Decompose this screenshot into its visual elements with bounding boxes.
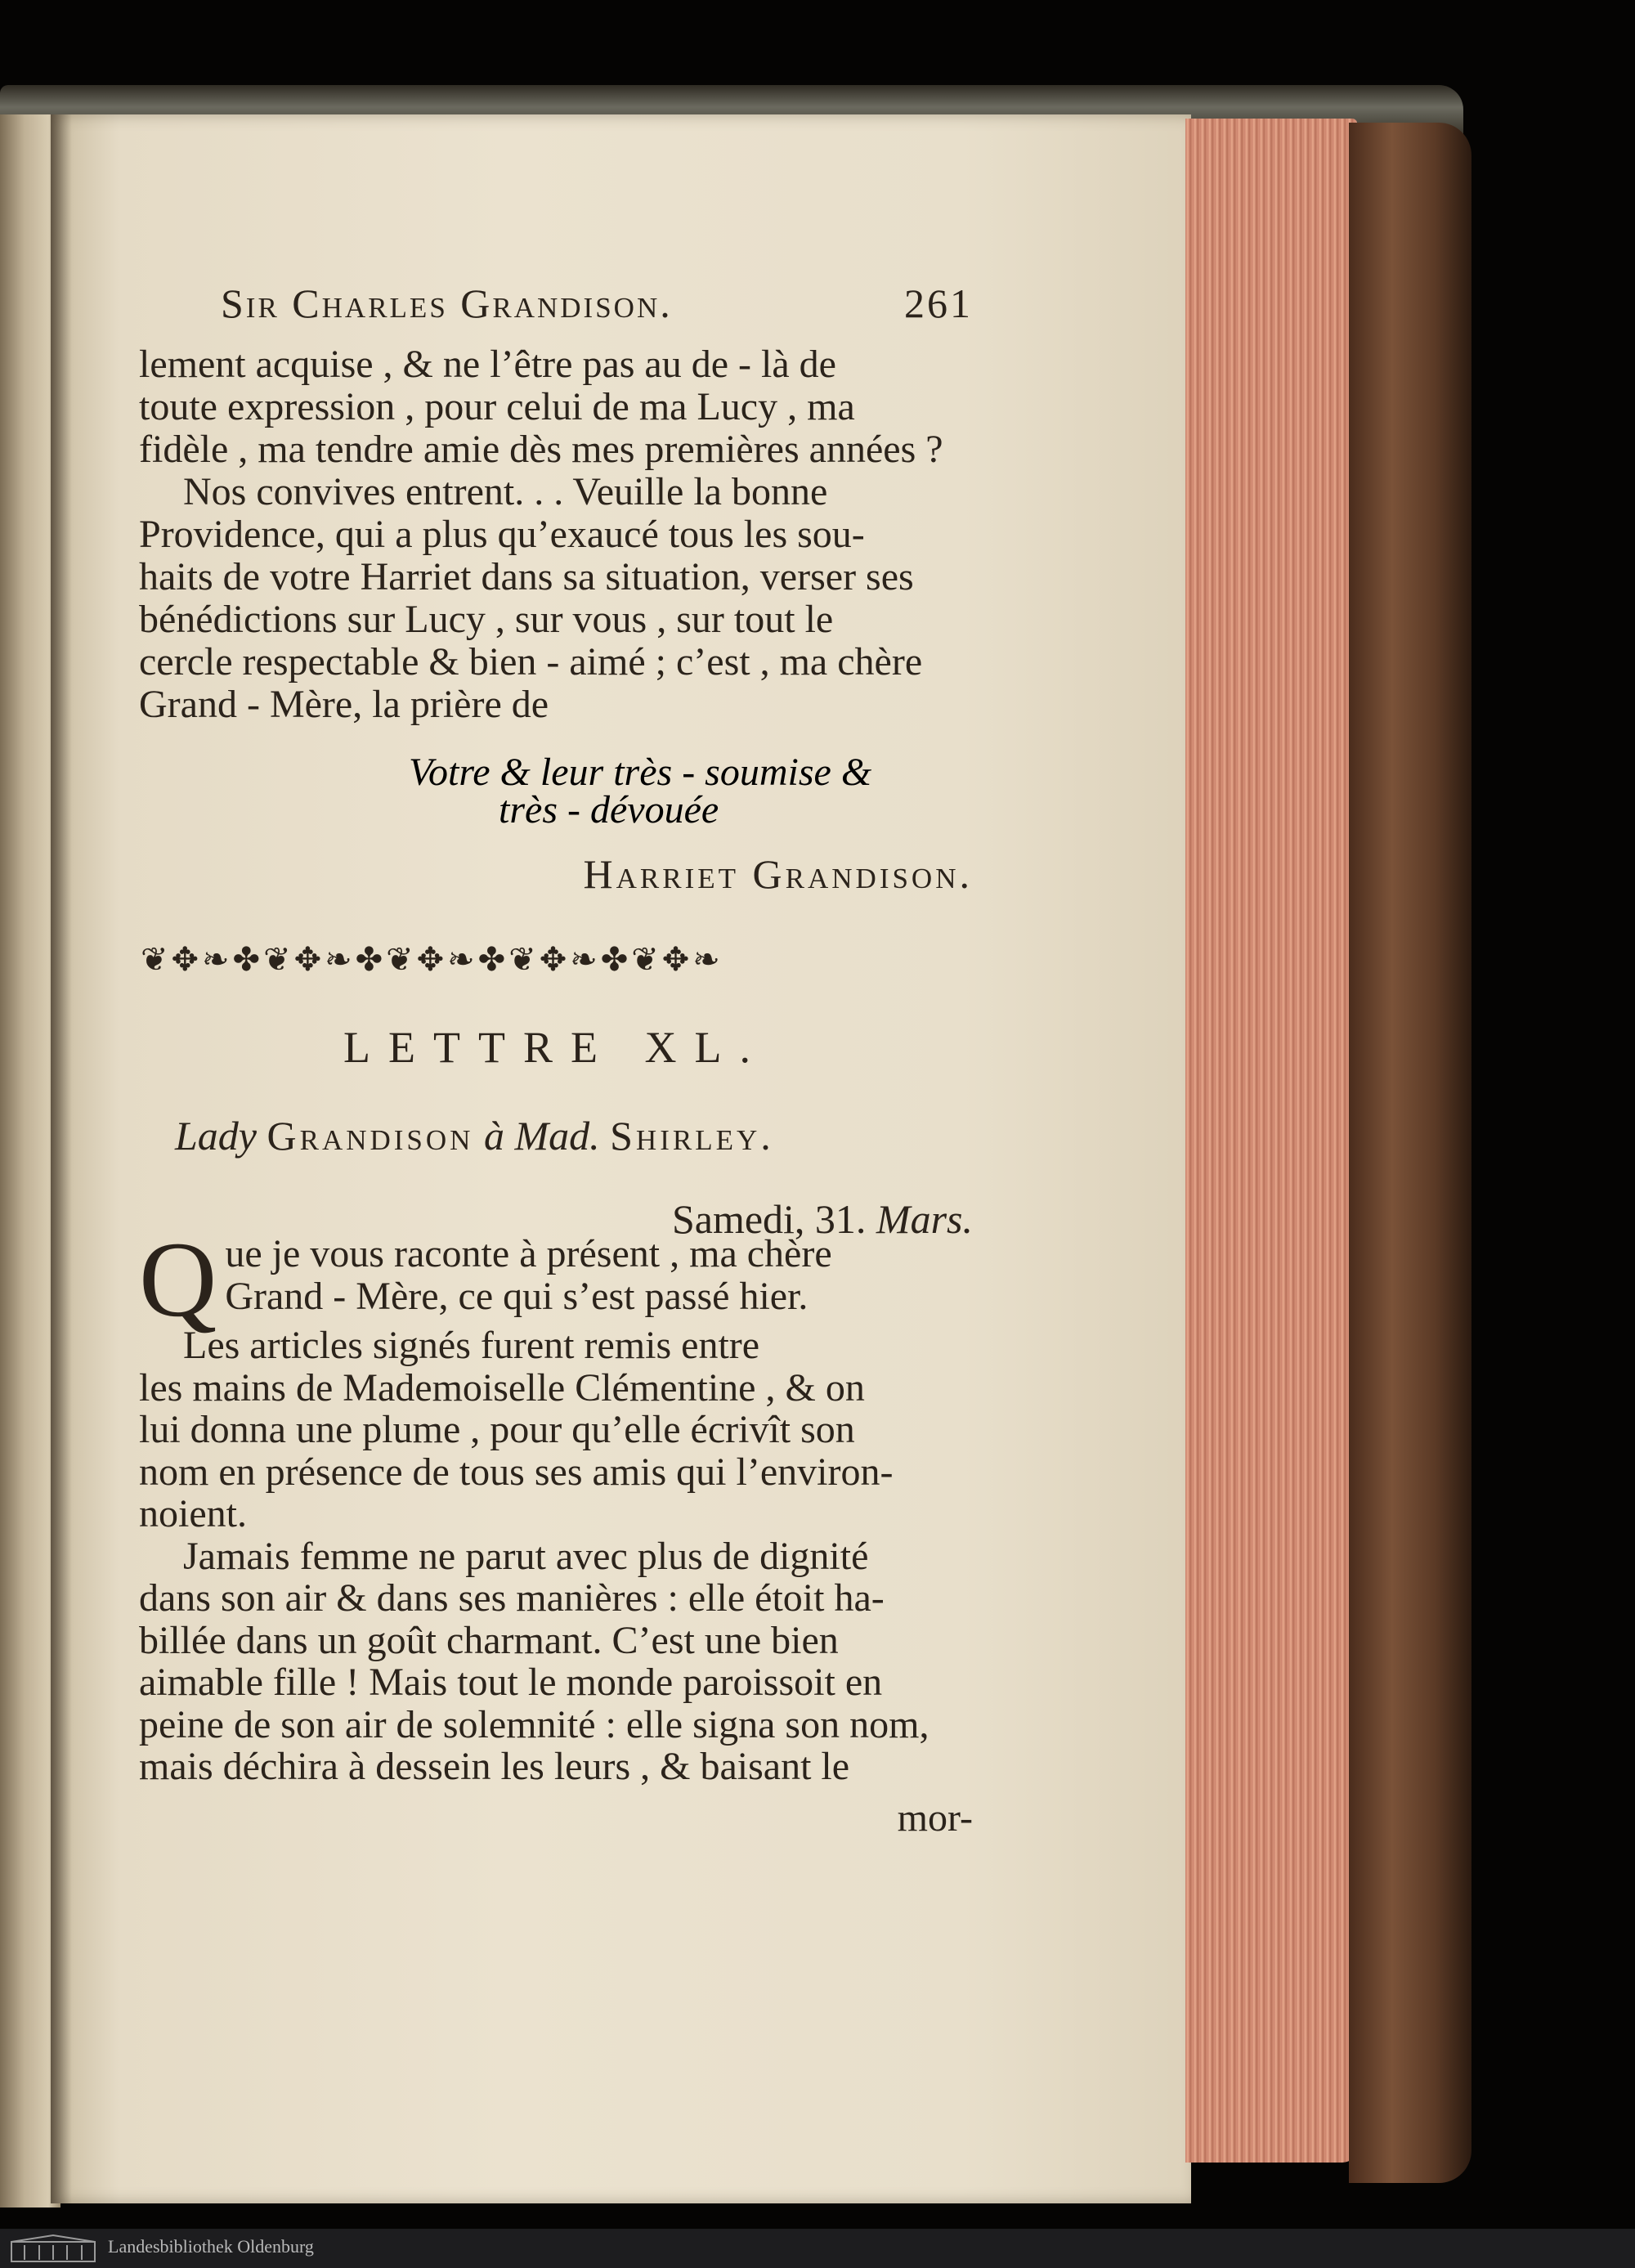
date-month: Mars. (876, 1196, 973, 1242)
text-line: lement acquise , & ne l’être pas au de - là de (139, 343, 836, 386)
text-line: Grand - Mère, la prière de (139, 683, 549, 726)
text-line: lui donna une plume , pour qu’elle écrivît son (139, 1408, 855, 1451)
text-line: Les articles signés furent remis entre (183, 1324, 760, 1367)
addressee-lady: Lady (175, 1113, 257, 1159)
closing-line-1: Votre & leur très - soumise & (409, 751, 872, 794)
page-number: 261 (904, 280, 973, 326)
addressee-to-word: à (483, 1113, 504, 1159)
page-edges (1185, 119, 1357, 2163)
paragraph-1 (139, 343, 973, 471)
catchword: mor- (897, 1796, 973, 1840)
text-line: haits de votre Harriet dans sa situation, verser ses (139, 555, 914, 598)
text-line: peine de son air de solemnité : elle signa son nom, (139, 1702, 929, 1746)
text-line: Jamais femme ne parut avec plus de dignité (183, 1534, 869, 1578)
text-line: Grand - Mère, ce qui s’est passé hier. (225, 1274, 809, 1318)
closing-line-2: très - dévouée (499, 788, 719, 831)
addressee-to: Shirley. (610, 1113, 774, 1159)
signature: Harriet Grandison. (583, 851, 973, 897)
text-line: dans son air & dans ses manières : elle étoit ha- (139, 1576, 885, 1620)
addressee-mad: Mad. (514, 1113, 600, 1159)
letter-heading: LETTRE XL. (343, 1023, 768, 1072)
text-line: Nos convives entrent. . . Veuille la bonne (183, 470, 828, 513)
text-line: Providence, qui a plus qu’exaucé tous les sou- (139, 513, 865, 556)
text-line: les mains de Mademoiselle Clémentine , & on (139, 1365, 865, 1410)
text-line: bénédictions sur Lucy , sur vous , sur tout le (139, 598, 834, 641)
library-building-icon (8, 2234, 98, 2263)
date-day: Samedi, 31. (671, 1196, 867, 1242)
text-line: cercle respectable & bien - aimé ; c’est , ma chère (139, 640, 923, 684)
text-line: fidèle , ma tendre amie dès mes premières années ? (139, 428, 943, 471)
text-block-top (139, 343, 973, 726)
running-head (221, 280, 973, 329)
text-line: noient. (139, 1492, 247, 1535)
text-line: aimable fille ! Mais tout le monde paroissoit en (139, 1661, 883, 1704)
addressee-from: Grandison (267, 1113, 474, 1159)
text-line: toute expression , pour celui de ma Lucy , ma (139, 385, 855, 428)
ornamental-rule: ❦✥❧✤❦✥❧✤❦✥❧✤❦✥❧✤❦✥❧ (141, 941, 723, 978)
paragraph-2 (139, 471, 973, 726)
drop-cap: Q (139, 1219, 217, 1339)
spine-shadow (51, 114, 72, 2203)
letter-closing (409, 751, 948, 831)
letter-addressee (175, 1112, 943, 1159)
library-name[interactable]: Landesbibliothek Oldenburg (108, 2236, 314, 2257)
book-binding (1349, 123, 1472, 2183)
text-line: nom en présence de tous ses amis qui l’environ- (139, 1450, 894, 1494)
text-line: ue je vous raconte à présent , ma chère (225, 1232, 832, 1275)
text-line: billée dans un goût charmant. C’est une bien (139, 1618, 839, 1662)
text-line: mais déchira à dessein les leurs , & baisant le (139, 1745, 850, 1788)
running-head-title: Sir Charles Grandison. (221, 280, 673, 326)
